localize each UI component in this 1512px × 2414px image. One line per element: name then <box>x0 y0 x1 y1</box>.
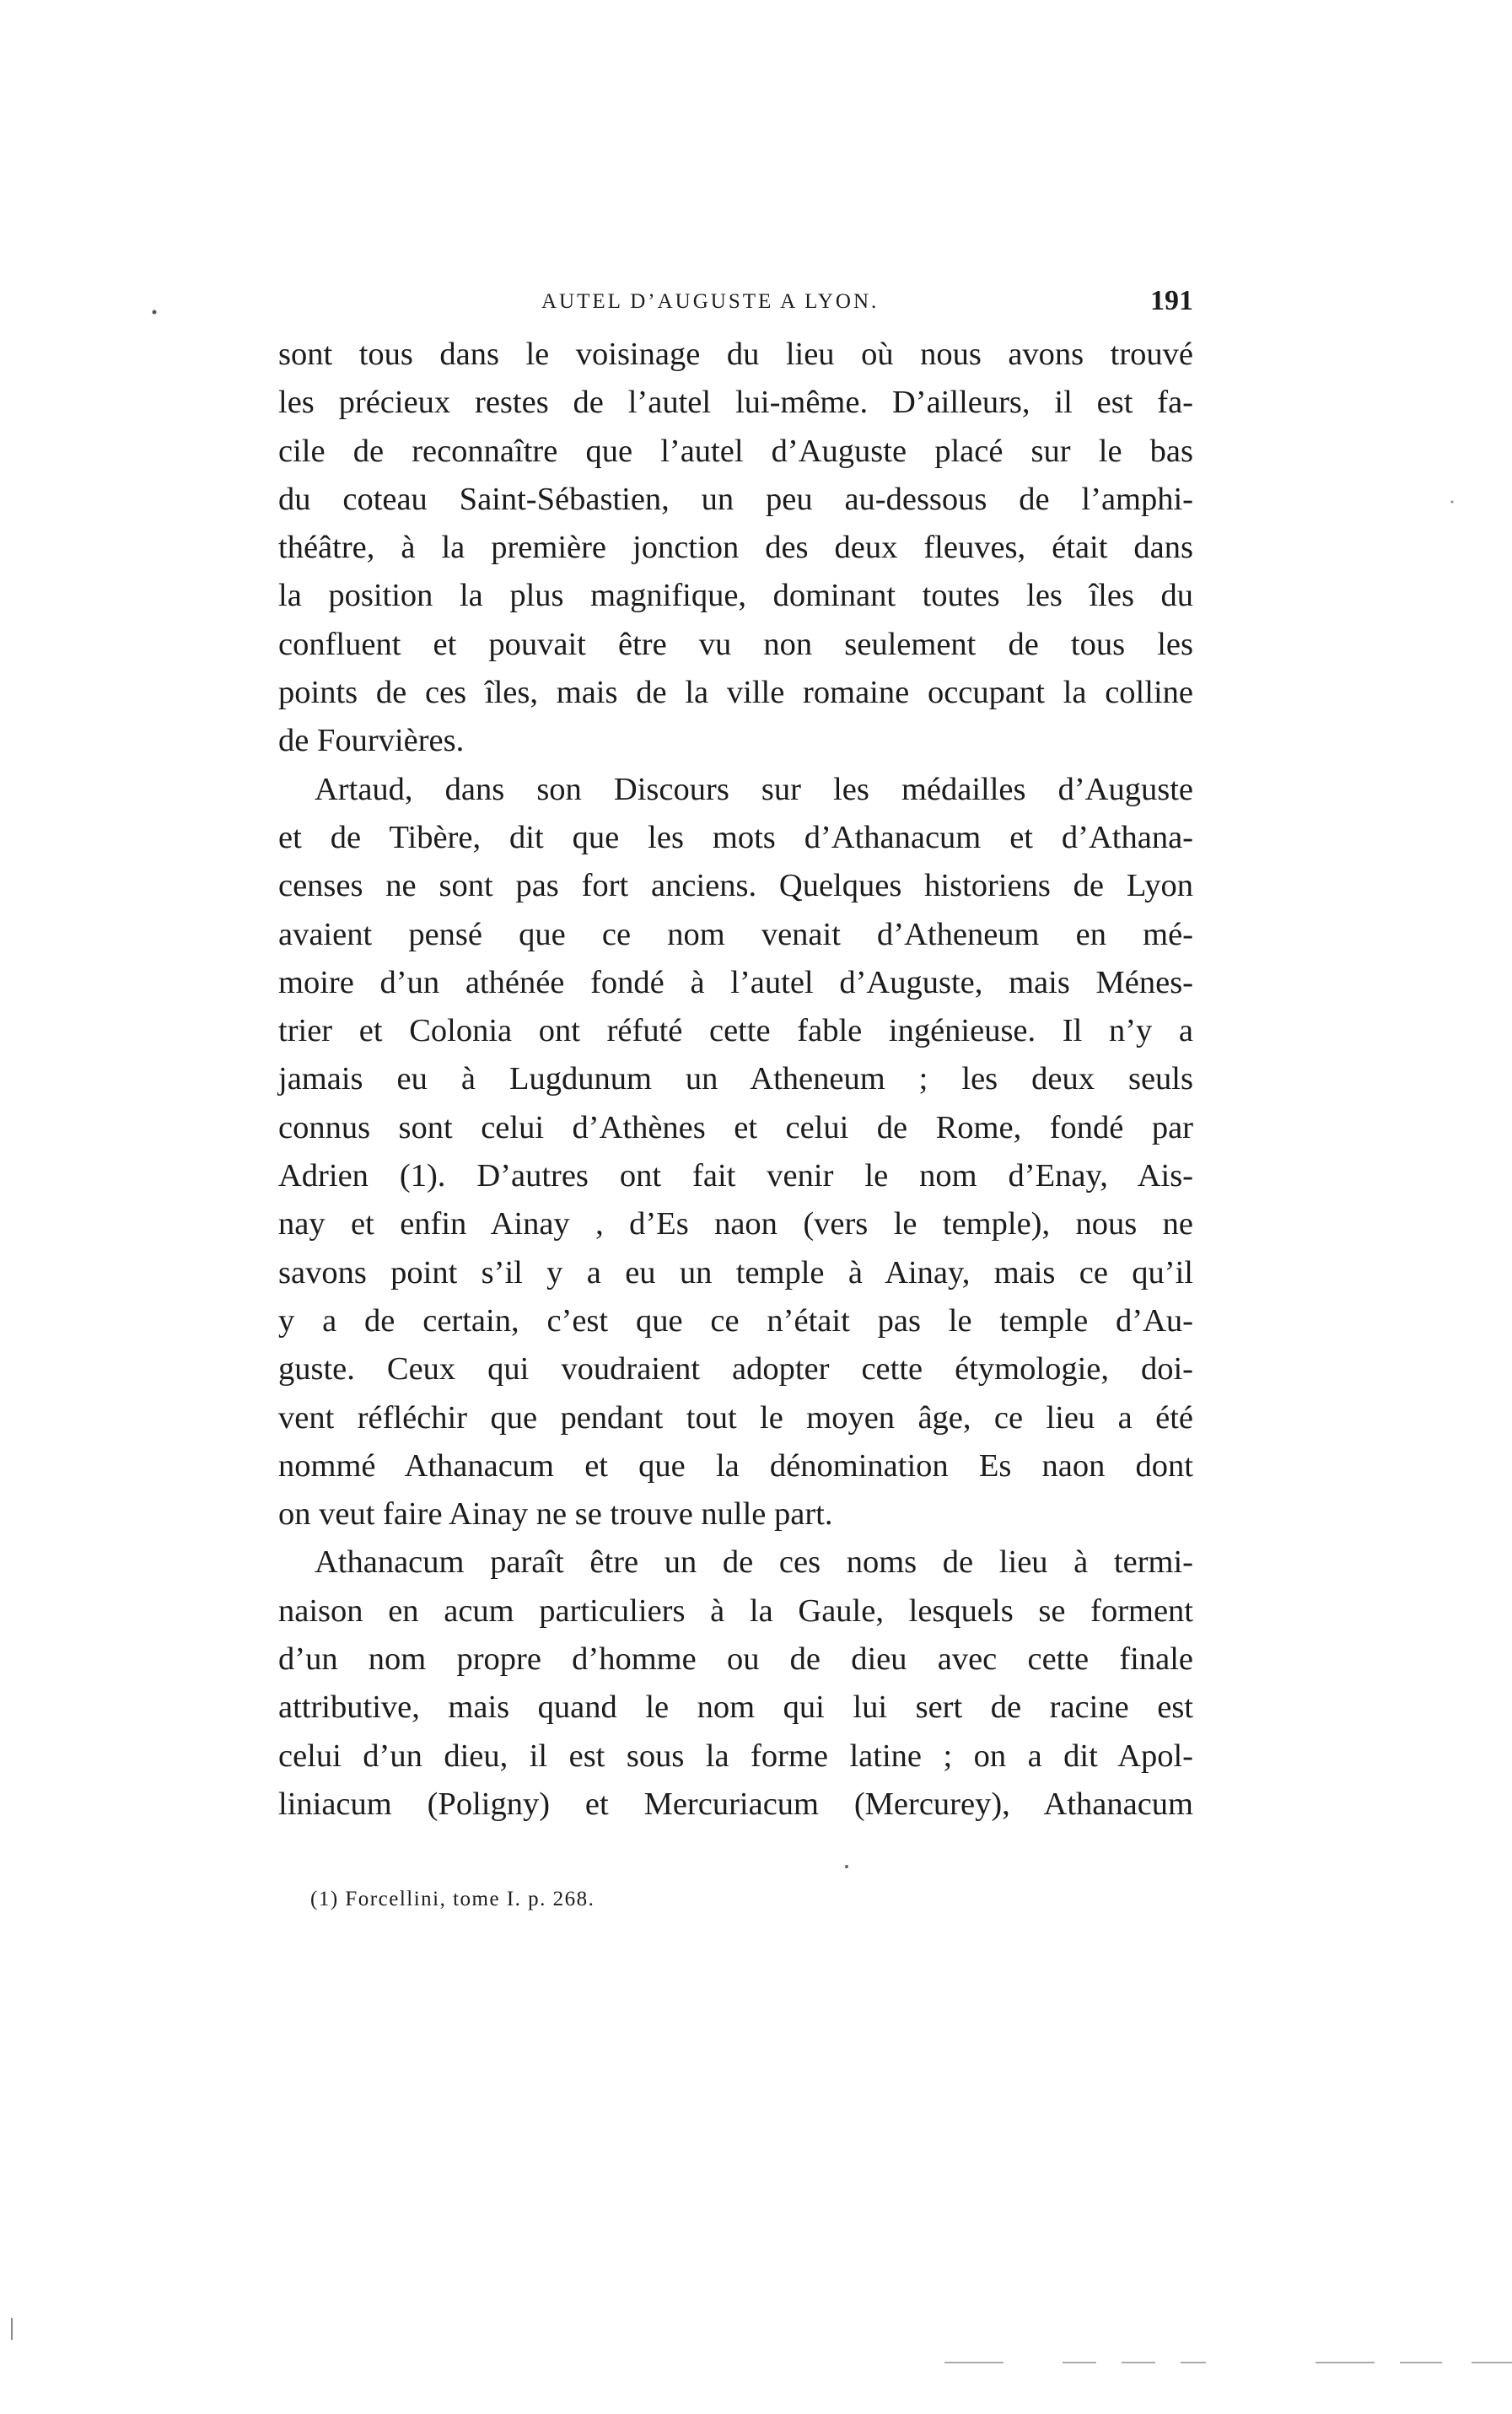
speck-mark <box>1122 2362 1155 2363</box>
text-line: jamais eu à Lugdunum un Atheneum ; les deux seuls <box>278 1061 1193 1097</box>
text-line: censes ne sont pas fort anciens. Quelques historiens de Lyon <box>278 868 1193 904</box>
running-head <box>278 285 1193 327</box>
text-line: les précieux restes de l’autel lui-même. D’ailleurs, il est fa- <box>278 385 1193 421</box>
text-line: savons point s’il y a eu un temple à Ainay, mais ce qu’il <box>278 1254 1193 1291</box>
speck-mark <box>153 310 157 315</box>
text-line: avaient pensé que ce nom venait d’Atheneum en mé- <box>278 916 1193 952</box>
text-line: celui d’un dieu, il est sous la forme latine ; on a dit Apol- <box>278 1738 1193 1774</box>
page-number: 191 <box>1150 285 1193 316</box>
running-title: AUTEL D’AUGUSTE A LYON. <box>541 290 880 313</box>
text-line: Artaud, dans son Discours sur les médailles d’Auguste <box>315 771 1193 807</box>
speck-mark <box>1181 2362 1206 2363</box>
speck-mark <box>1400 2362 1442 2363</box>
text-line: points de ces îles, mais de la ville romaine occupant la colline <box>278 675 1193 711</box>
text-line: Adrien (1). D’autres ont fait venir le nom d’Enay, Ais- <box>278 1158 1193 1194</box>
text-line: guste. Ceux qui voudraient adopter cette étymologie, doi- <box>278 1351 1193 1388</box>
speck-mark <box>944 2362 1004 2363</box>
text-line: nommé Athanacum et que la dénomination Es naon dont <box>278 1447 1193 1484</box>
text-line: cile de reconnaître que l’autel d’Auguste placé sur le bas <box>278 433 1193 469</box>
footnote: (1) Forcellini, tome I. p. 268. <box>310 1888 595 1910</box>
text-line: théâtre, à la première jonction des deux fleuves, était dans <box>278 530 1193 566</box>
text-line: connus sont celui d’Athènes et celui de Rome, fondé par <box>278 1109 1193 1145</box>
text-line: confluent et pouvait être vu non seulement de tous les <box>278 626 1193 662</box>
text-line: du coteau Saint-Sébastien, un peu au-dessous de l’amphi- <box>278 481 1193 517</box>
speck-mark <box>1472 2362 1512 2363</box>
text-line: moire d’un athénée fondé à l’autel d’Auguste, mais Ménes- <box>278 964 1193 1000</box>
text-line: attributive, mais quand le nom qui lui sert de racine est <box>278 1689 1193 1726</box>
text-line: nay et enfin Ainay , d’Es naon (vers le temple), nous ne <box>278 1206 1193 1242</box>
text-line: y a de certain, c’est que ce n’était pas le temple d’Au- <box>278 1302 1193 1339</box>
body-text <box>278 331 1193 1829</box>
text-line: liniacum (Poligny) et Mercuriacum (Mercurey), Athanacum <box>278 1786 1193 1822</box>
text-line: la position la plus magnifique, dominant toutes les îles du <box>278 578 1193 614</box>
speck-mark <box>11 2318 13 2340</box>
speck-mark <box>845 1865 848 1868</box>
speck-mark <box>1063 2362 1096 2363</box>
text-line: vent réfléchir que pendant tout le moyen âge, ce lieu a été <box>278 1399 1193 1436</box>
text-line: sont tous dans le voisinage du lieu où nous avons trouvé <box>278 337 1193 372</box>
text-line: et de Tibère, dit que les mots d’Athanacum et d’Athana- <box>278 819 1193 855</box>
text-line: d’un nom propre d’homme ou de dieu avec cette finale <box>278 1641 1193 1678</box>
speck-mark <box>1316 2362 1375 2363</box>
text-line: de Fourvières. <box>278 723 465 759</box>
text-line: on veut faire Ainay ne se trouve nulle part. <box>278 1496 833 1533</box>
text-line: Athanacum paraît être un de ces noms de lieu à termi- <box>315 1544 1193 1581</box>
text-line: trier et Colonia ont réfuté cette fable ingénieuse. Il n’y a <box>278 1013 1193 1049</box>
speck-mark <box>1451 501 1454 504</box>
text-line: naison en acum particuliers à la Gaule, lesquels se forment <box>278 1592 1193 1629</box>
